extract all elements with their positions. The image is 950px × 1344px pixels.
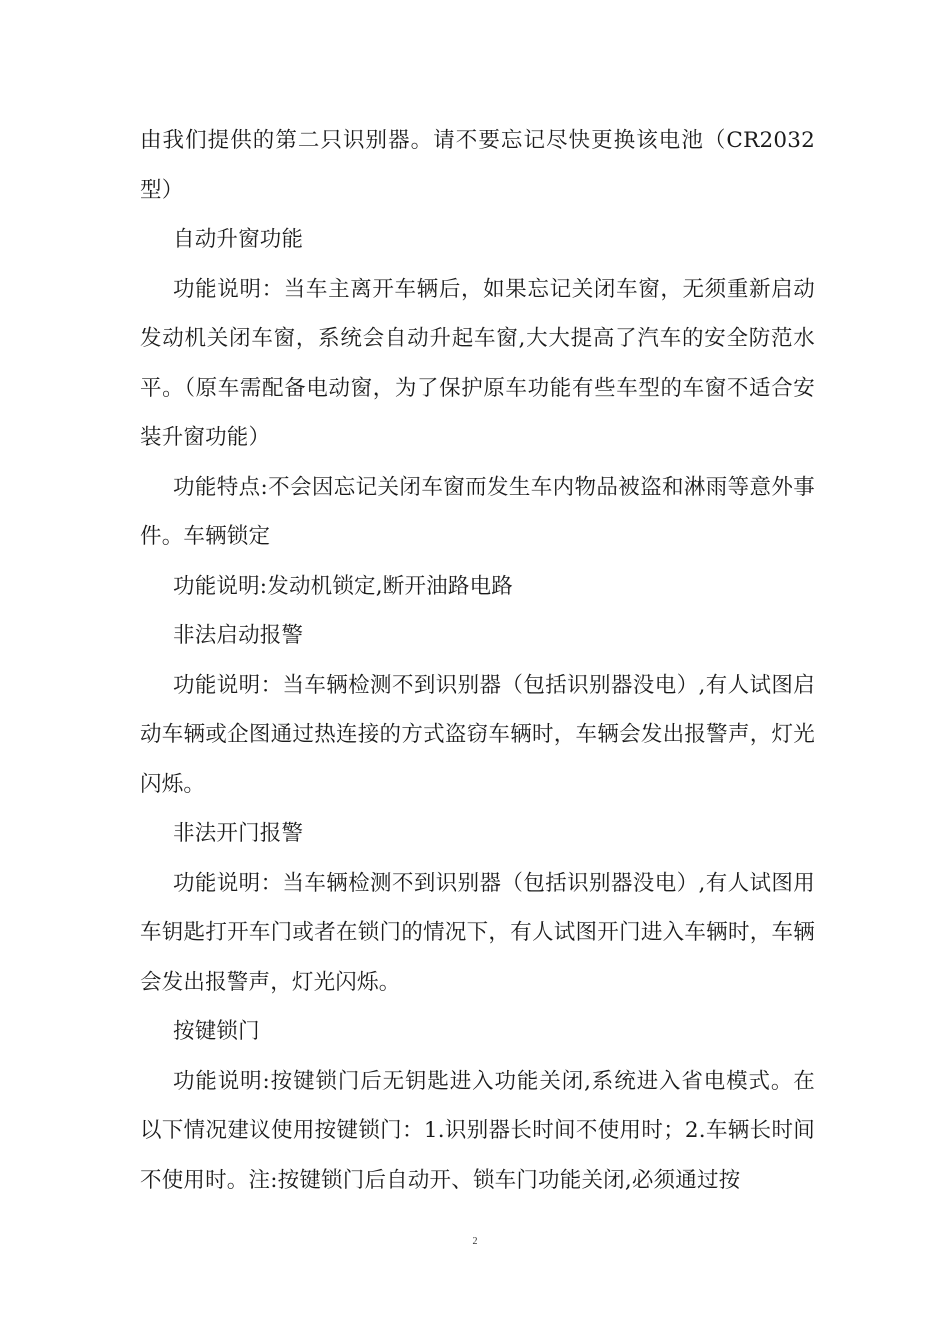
paragraph-continuation: 由我们提供的第二只识别器。请不要忘记尽快更换该电池（CR2032型） <box>140 128 815 203</box>
paragraph-button-lock-description: 功能说明:按键锁门后无钥匙进入功能关闭,系统进入省电模式。在以下情况建议使用按键锁门：1.识别器长时间不使用时；2.车辆长时间不使用时。注:按键锁门后自动开、锁车门功能关闭,必须通过按 <box>140 1068 815 1193</box>
heading-illegal-door-alarm: 非法开门报警 <box>173 821 304 846</box>
paragraph-illegal-start-description: 功能说明：当车辆检测不到识别器（包括识别器没电）,有人试图启动车辆或企图通过热连接的方式盗窃车辆时，车辆会发出报警声，灯光闪烁。 <box>140 672 815 797</box>
heading-illegal-start-alarm: 非法启动报警 <box>173 623 304 648</box>
paragraph-vehicle-lock-description: 功能说明:发动机锁定,断开油路电路 <box>173 573 513 599</box>
heading-auto-window: 自动升窗功能 <box>173 227 304 252</box>
paragraph-illegal-door-description: 功能说明：当车辆检测不到识别器（包括识别器没电）,有人试图用车钥匙打开车门或者在锁门的情况下，有人试图开门进入车辆时，车辆会发出报警声，灯光闪烁。 <box>140 870 815 995</box>
heading-button-lock: 按键锁门 <box>173 1019 260 1044</box>
document-body <box>140 116 815 1205</box>
page-number: 2 <box>472 1236 478 1247</box>
paragraph-auto-window-description: 功能说明：当车主离开车辆后，如果忘记关闭车窗，无须重新启动发动机关闭车窗，系统会自动升起车窗,大大提高了汽车的安全防范水平。（原车需配备电动窗，为了保护原车功能有些车型的车窗不适合安装升窗功能） <box>140 276 815 450</box>
paragraph-auto-window-features: 功能特点:不会因忘记关闭车窗而发生车内物品被盗和淋雨等意外事件。车辆锁定 <box>140 474 815 549</box>
